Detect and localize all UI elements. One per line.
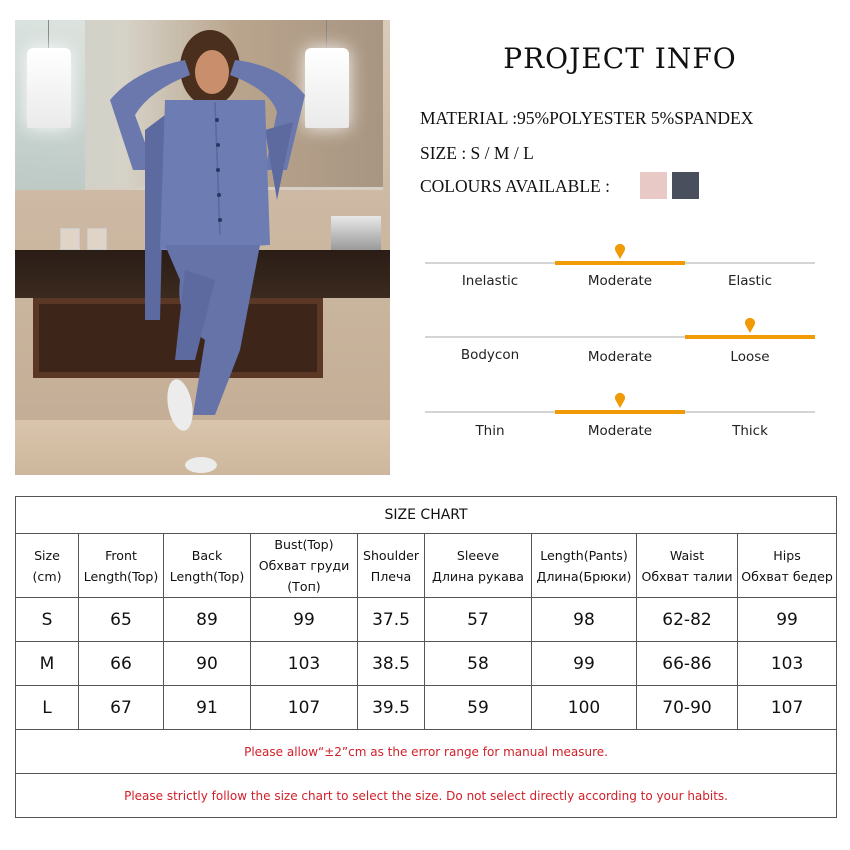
table-row-m [16, 642, 837, 686]
cell: 37.5 [358, 598, 425, 642]
cell: 38.5 [358, 642, 425, 686]
cell: 59 [425, 686, 532, 730]
measurement-error-note: Please allow“±2”cm as the error range for manual measure. [16, 730, 837, 774]
scale-label: Moderate [587, 423, 653, 439]
scale-active-segment [555, 410, 685, 414]
size-selection-note: Please strictly follow the size chart to select the size. Do not select directly according to your habits. [16, 774, 837, 818]
cell: 103 [738, 642, 837, 686]
table-row-s [16, 598, 837, 642]
location-pin-icon [744, 317, 756, 333]
colour-swatch-navy[interactable] [672, 172, 699, 199]
header-row [16, 534, 837, 598]
cell: 99 [532, 642, 637, 686]
header-bust: Bust(Top) Обхват груди (Топ) [251, 534, 358, 598]
cell: 100 [532, 686, 637, 730]
scale-label: Thick [732, 423, 768, 439]
cell-size: M [16, 642, 79, 686]
material-text: MATERIAL :95%POLYESTER 5%SPANDEX [420, 108, 754, 128]
cell: 89 [164, 598, 251, 642]
header-front-length: Front Length(Top) [79, 534, 164, 598]
header-waist: Waist Обхват талии [637, 534, 738, 598]
cell: 66 [79, 642, 164, 686]
cell: 98 [532, 598, 637, 642]
scale-label: Elastic [727, 273, 773, 289]
header-size: Size (cm) [16, 534, 79, 598]
product-photo [15, 20, 390, 475]
header-back-length: Back Length(Top) [164, 534, 251, 598]
elasticity-scale [425, 235, 815, 295]
scale-label: Bodycon [460, 347, 520, 363]
scale-label: Moderate [587, 273, 653, 289]
scale-label: Moderate [587, 349, 653, 365]
header-pants-length: Length(Pants) Длина(Брюки) [532, 534, 637, 598]
scale-active-segment [685, 335, 815, 339]
colour-swatch-pink[interactable] [640, 172, 667, 199]
cell: 39.5 [358, 686, 425, 730]
model-figure [15, 20, 390, 475]
cell: 66-86 [637, 642, 738, 686]
scale-label: Thin [475, 423, 505, 439]
scale-label: Inelastic [461, 273, 519, 289]
size-chart-table [15, 496, 837, 818]
cell: 70-90 [637, 686, 738, 730]
cell-size: S [16, 598, 79, 642]
cell: 99 [738, 598, 837, 642]
cell: 67 [79, 686, 164, 730]
project-info-title: PROJECT INFO [503, 42, 737, 75]
cell: 57 [425, 598, 532, 642]
cell: 58 [425, 642, 532, 686]
location-pin-icon [614, 243, 626, 259]
cell-size: L [16, 686, 79, 730]
cell: 62-82 [637, 598, 738, 642]
cell: 99 [251, 598, 358, 642]
cell: 103 [251, 642, 358, 686]
fit-scale [425, 310, 815, 370]
thickness-scale [425, 385, 815, 445]
cell: 107 [738, 686, 837, 730]
header-hips: Hips Обхват бедер [738, 534, 837, 598]
cell: 90 [164, 642, 251, 686]
location-pin-icon [614, 392, 626, 408]
scale-label: Loose [730, 349, 770, 365]
size-chart-title: SIZE CHART [16, 497, 837, 534]
table-row-l [16, 686, 837, 730]
cell: 91 [164, 686, 251, 730]
colours-label: COLOURS AVAILABLE : [420, 176, 610, 196]
size-text: SIZE : S / M / L [420, 143, 534, 163]
header-shoulder: Shoulder Плеча [358, 534, 425, 598]
scale-active-segment [555, 261, 685, 265]
header-sleeve: Sleeve Длина рукава [425, 534, 532, 598]
cell: 107 [251, 686, 358, 730]
cell: 65 [79, 598, 164, 642]
